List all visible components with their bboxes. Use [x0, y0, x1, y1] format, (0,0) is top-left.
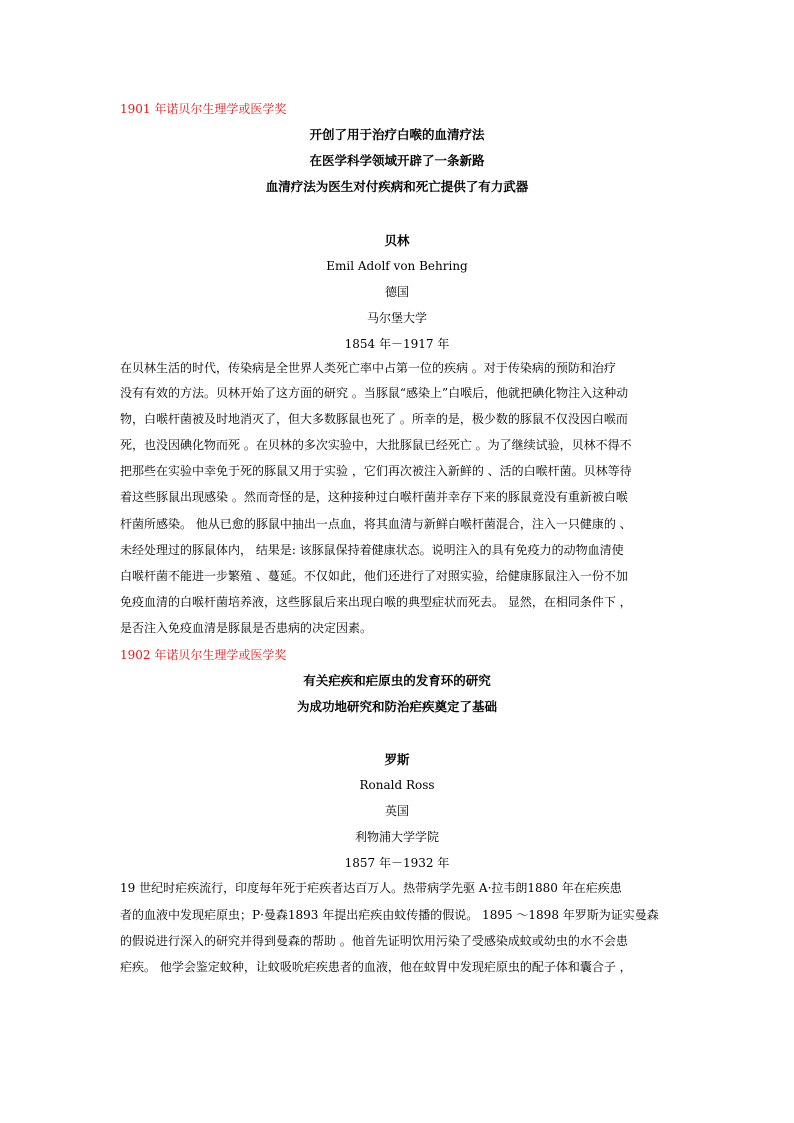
section-1-body-line: 杆菌所感染。 他从已愈的豚鼠中抽出一点血，将其血清与新鲜白喉杆菌混合，注入一只健康的 、 — [120, 517, 632, 531]
section-2-body-line: 疟疾。 他学会鉴定蚊种，让蚊吸吮疟疾患者的血液，他在蚊胃中发现疟原虫的配子体和囊合子 ， — [120, 960, 632, 974]
section-1-laureate-institution: 马尔堡大学 — [366, 311, 427, 325]
section-1-body-line: 死，也没因碘化物而死 。在贝林的多次实验中，大批豚鼠已经死亡 。为了继续试验，贝林不得不 — [120, 438, 632, 452]
section-1-body-line: 没有有效的方法。贝林开始了这方面的研究 。当豚鼠“感染上”白喉后，他就把碘化物注入这种动 — [120, 386, 629, 400]
section-1-body-line: 未经处理过的豚鼠体内， 结果是: 该豚鼠保持着健康状态。说明注入的具有免疫力的动物血清使 — [120, 543, 624, 557]
section-1-body-line: 白喉杆菌不能进一步繁殖 、蔓延。不仅如此，他们还进行了对照实验，给健康豚鼠注入一份不加 — [120, 569, 628, 583]
section-1-body-line: 把那些在实验中幸免于死的豚鼠又用于实验 ，它们再次被注入新鲜的 、活的白喉杆菌。贝林等待 — [120, 464, 632, 478]
section-2-laureate-institution: 利物浦大学学院 — [354, 830, 439, 844]
section-1-body-line: 免疫血清的白喉杆菌培养液，这些豚鼠后来出现白喉的典型症状而死去。 显然，在相同条件下 ， — [120, 595, 632, 609]
section-2-laureate-country: 英国 — [384, 804, 409, 818]
section-2-laureate-name-en: Ronald Ross — [359, 778, 435, 792]
section-1-laureate-country: 德国 — [384, 285, 409, 299]
section-2-laureate-name-zh: 罗斯 — [384, 752, 410, 767]
section-2-summary-line-1: 有关疟疾和疟原虫的发育环的研究 — [303, 673, 491, 688]
section-2-body-line: 的假说进行深入的研究并得到曼森的帮助 。他首先证明饮用污染了受感染成蚊或幼虫的水不会患 — [120, 934, 628, 948]
section-2-body-line: 19 世纪时疟疾流行，印度每年死于疟疾者达百万人。热带病学先驱 A·拉韦朗1880 年在疟疾患 — [120, 881, 622, 895]
section-2-laureate-years: 1857 年－1932 年 — [344, 856, 450, 870]
section-1-laureate-years: 1854 年－1917 年 — [344, 337, 450, 351]
section-1-summary-line-2: 在医学科学领域开辟了一条新路 — [309, 153, 485, 168]
section-1-body-line: 着这些豚鼠出现感染 。然而奇怪的是，这种接种过白喉杆菌并幸存下来的豚鼠竟没有重新被白喉 — [120, 490, 628, 504]
section-2-body-line: 者的血液中发现疟原虫；P·曼森1893 年提出疟疾由蚊传播的假说。 1895 ～1898 年罗斯为证实曼森 — [120, 908, 659, 922]
section-1-summary-line-3: 血清疗法为医生对付疾病和死亡提供了有力武器 — [265, 179, 529, 194]
section-1-body-line: 在贝林生活的时代，传染病是全世界人类死亡率中占第一位的疾病 。对于传染病的预防和治疗 — [120, 361, 616, 375]
section-1-body-line: 是否注入免疫血清是豚鼠是否患病的决定因素。 — [120, 621, 373, 635]
section-2-heading: 1902 年诺贝尔生理学或医学奖 — [120, 648, 287, 662]
section-1-laureate-name-zh: 贝林 — [384, 233, 410, 248]
section-1-summary-line-1: 开创了用于治疗白喉的血清疗法 — [309, 127, 485, 142]
section-2-summary-line-2: 为成功地研究和防治疟疾奠定了基础 — [296, 699, 497, 714]
section-1-laureate-name-en: Emil Adolf von Behring — [326, 259, 468, 273]
section-1-body-line: 物，白喉杆菌被及时地消灭了，但大多数豚鼠也死了 。所幸的是，极少数的豚鼠不仅没因白喉而 — [120, 412, 628, 426]
section-1-heading: 1901 年诺贝尔生理学或医学奖 — [120, 102, 287, 116]
